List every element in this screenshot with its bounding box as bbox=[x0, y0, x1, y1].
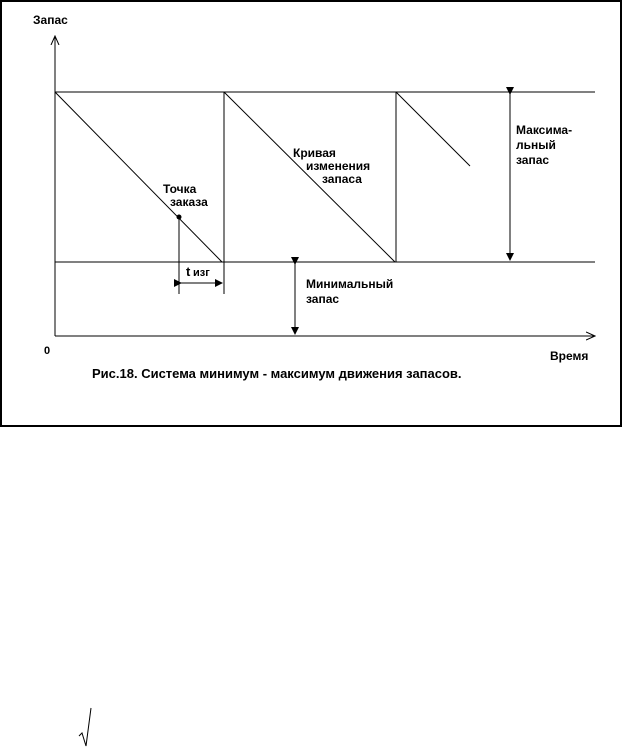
x-axis-label: Время bbox=[550, 349, 589, 363]
lead-time-label-sub: изг bbox=[193, 267, 210, 279]
square-root-icon bbox=[78, 706, 94, 748]
min-stock-label-line-2: запас bbox=[306, 292, 340, 306]
curve-label-line-2: изменения bbox=[306, 159, 371, 173]
min-stock-label-line-1: Минимальный bbox=[306, 277, 394, 291]
max-stock-label-line-1: Максима- bbox=[516, 123, 573, 137]
stock-curve-segment-2 bbox=[224, 92, 395, 262]
stock-curve-segment-1 bbox=[55, 92, 222, 262]
lead-time-label-t: t bbox=[186, 264, 191, 279]
figure-frame bbox=[1, 1, 621, 426]
order-point-label-line-2: заказа bbox=[170, 195, 208, 209]
max-stock-label-line-2: льный bbox=[516, 138, 556, 152]
curve-label-line-1: Кривая bbox=[293, 146, 336, 160]
stock-curve-segment-3 bbox=[396, 92, 470, 166]
y-axis-label: Запас bbox=[33, 13, 68, 27]
figure-caption: Рис.18. Система минимум - максимум движения запасов. bbox=[92, 366, 462, 381]
origin-label: 0 bbox=[44, 345, 51, 357]
max-stock-label-line-3: запас bbox=[516, 153, 550, 167]
curve-label-line-3: запаса bbox=[322, 172, 362, 186]
order-point-label-line-1: Точка bbox=[163, 182, 197, 196]
